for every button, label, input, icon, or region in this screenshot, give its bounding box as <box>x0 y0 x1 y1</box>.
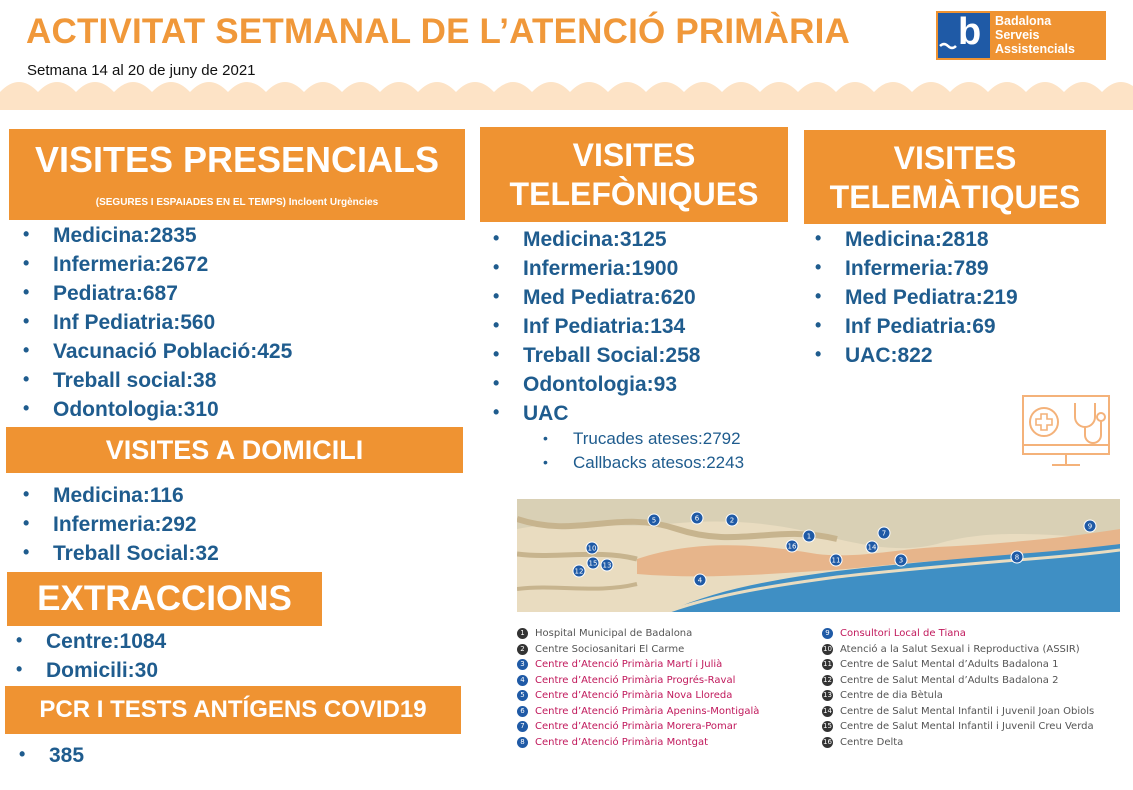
list-item: • Infermeria:1900 <box>493 254 700 283</box>
logo-line-1: Badalona <box>995 14 1052 28</box>
legend-item <box>517 642 759 658</box>
presencials-header <box>9 129 465 220</box>
legend-label: Hospital Municipal de Badalona <box>535 628 693 639</box>
list-item: • Med Pediatra:620 <box>493 283 700 312</box>
list-item: • Infermeria:789 <box>815 254 1018 283</box>
extraccions-list <box>16 627 166 685</box>
legend-number-icon: 16 <box>823 737 832 746</box>
map-marker-label: 6 <box>694 514 700 523</box>
legend-item <box>517 626 759 642</box>
legend-number-icon: 4 <box>517 675 528 686</box>
map-marker-label: 10 <box>587 544 597 553</box>
map-marker-4 <box>694 574 706 586</box>
telematiques-list <box>815 225 1018 370</box>
list-item: • Domicili:30 <box>16 656 166 685</box>
pcr-list <box>19 741 84 770</box>
map-marker-label: 9 <box>1087 522 1093 531</box>
pcr-header <box>5 686 461 734</box>
telematiques-header <box>804 130 1106 224</box>
map-marker-16 <box>786 540 798 552</box>
map-marker-label: 5 <box>651 516 657 525</box>
decorative-wave <box>0 70 1133 110</box>
list-item: • Med Pediatra:219 <box>815 283 1018 312</box>
map-marker-label: 14 <box>867 543 877 552</box>
legend-number-icon: 15 <box>823 722 832 731</box>
map-marker-label: 1 <box>806 532 812 541</box>
legend-label: Centre d’Atenció Primària Martí i Julià <box>535 659 723 670</box>
legend-label: Centre d’Atenció Primària Morera-Pomar <box>535 721 738 732</box>
list-item: • Treball Social:32 <box>23 539 219 568</box>
legend-number-icon: 13 <box>823 691 832 700</box>
list-item: • Medicina:2835 <box>23 221 292 250</box>
page-title: ACTIVITAT SETMANAL DE L’ATENCIÓ PRIMÀRIA <box>26 12 851 51</box>
legend-item <box>517 688 759 704</box>
map-marker-14 <box>866 541 878 553</box>
legend-number-icon: 10 <box>823 644 832 653</box>
logo-letter: b <box>958 11 982 53</box>
legend-label: Centre d’Atenció Primària Montgat <box>535 736 709 748</box>
pcr-title: PCR I TESTS ANTÍGENS COVID19 <box>39 696 427 723</box>
list-item: • Inf Pediatria:69 <box>815 312 1018 341</box>
map-marker-label: 2 <box>729 516 735 525</box>
list-item: • Medicina:2818 <box>815 225 1018 254</box>
legend-item <box>822 673 1094 689</box>
legend-label: Consultori Local de Tiana <box>840 628 966 639</box>
map-marker-9 <box>1084 520 1096 532</box>
domicili-title: VISITES A DOMICILI <box>105 435 364 465</box>
list-item: • Treball Social:258 <box>493 341 700 370</box>
extraccions-header <box>7 572 322 626</box>
map-marker-label: 15 <box>588 559 598 568</box>
legend-item <box>517 735 759 751</box>
legend-item <box>822 735 1094 751</box>
map-marker-12 <box>573 565 585 577</box>
map-marker-6 <box>691 512 703 524</box>
list-item: • Medicina:116 <box>23 481 219 510</box>
legend-number-icon: 12 <box>823 675 832 684</box>
legend-item <box>517 704 759 720</box>
uac-sublist <box>543 427 744 475</box>
map-marker-1 <box>803 530 815 542</box>
list-item: • 385 <box>19 741 84 770</box>
legend-item <box>517 673 759 689</box>
telefoniques-title-line-2: TELEFÒNIQUES <box>509 176 759 212</box>
legend-number-icon: 9 <box>822 628 833 639</box>
list-item: • Treball social:38 <box>23 366 292 395</box>
logo-line-3: Assistencials <box>995 42 1075 56</box>
list-item: • UAC:822 <box>815 341 1018 370</box>
legend-item <box>822 657 1094 673</box>
map-marker-8 <box>1011 551 1023 563</box>
map-marker-5 <box>648 514 660 526</box>
legend-item <box>822 688 1094 704</box>
map-marker-label: 13 <box>602 561 612 570</box>
legend-number-icon: 8 <box>517 737 528 748</box>
badalona-map <box>517 499 1120 612</box>
domicili-header <box>6 427 463 473</box>
list-item: • UAC <box>493 399 700 428</box>
list-item: • Odontologia:93 <box>493 370 700 399</box>
legend-item <box>517 657 759 673</box>
legend-number-icon: 1 <box>517 628 528 639</box>
list-item: • Vacunació Població:425 <box>23 337 292 366</box>
legend-label: Atenció a la Salut Sexual i Reproductiva (ASSIR) <box>840 643 1080 655</box>
map-marker-label: 8 <box>1014 553 1020 562</box>
map-marker-label: 4 <box>697 576 703 585</box>
legend-label: Centre Sociosanitari El Carme <box>535 643 685 655</box>
legend-label: Centre de Salut Mental d’Adults Badalona 2 <box>840 674 1059 686</box>
map-marker-label: 16 <box>787 542 797 551</box>
logo-mark <box>938 13 990 58</box>
map-marker-label: 7 <box>881 529 887 538</box>
legend-label: Centre d’Atenció Primària Nova Lloreda <box>535 690 733 701</box>
legend-number-icon: 3 <box>517 659 528 670</box>
legend-item <box>822 642 1094 658</box>
list-item: • Trucades ateses:2792 <box>543 427 744 451</box>
presencials-list <box>23 221 292 424</box>
map-marker-13 <box>601 559 613 571</box>
legend-number-icon: 5 <box>517 690 528 701</box>
map-marker-3 <box>895 554 907 566</box>
list-item: • Infermeria:292 <box>23 510 219 539</box>
extraccions-title: EXTRACCIONS <box>37 579 292 618</box>
logo-line-2: Serveis <box>995 28 1040 42</box>
legend-number-icon: 11 <box>823 660 832 669</box>
legend-number-icon: 14 <box>823 706 832 715</box>
domicili-list <box>23 481 219 568</box>
legend-label: Centre de Salut Mental d’Adults Badalona 1 <box>840 659 1059 670</box>
list-item: • Centre:1084 <box>16 627 166 656</box>
telefoniques-title-line-1: VISITES <box>572 137 696 173</box>
list-item: • Infermeria:2672 <box>23 250 292 279</box>
map-marker-10 <box>586 542 598 554</box>
telefoniques-header <box>480 127 788 222</box>
list-item: • Pediatra:687 <box>23 279 292 308</box>
map-marker-label: 12 <box>574 567 584 576</box>
legend-label: Centre d’Atenció Primària Apenins-Montigalà <box>535 705 760 717</box>
map-marker-7 <box>878 527 890 539</box>
map-marker-label: 11 <box>831 556 841 565</box>
computer-medical-icon <box>1020 393 1112 471</box>
legend-number-icon: 7 <box>517 721 528 732</box>
map-illustration <box>517 499 1120 612</box>
map-marker-label: 3 <box>898 556 904 565</box>
legend-label: Centre Delta <box>840 736 904 748</box>
legend-item <box>822 626 1094 642</box>
list-item: • Inf Pediatria:560 <box>23 308 292 337</box>
telefoniques-list <box>493 225 700 428</box>
map-marker-11 <box>830 554 842 566</box>
legend-item <box>822 719 1094 735</box>
badalona-serveis-assistencials-logo <box>936 11 1106 60</box>
map-marker-2 <box>726 514 738 526</box>
list-item: • Callbacks atesos:2243 <box>543 451 744 475</box>
telematiques-title-line-1: VISITES <box>893 140 1017 176</box>
legend-label: Centre de Salut Mental Infantil i Juvenil Joan Obiols <box>840 705 1095 717</box>
legend-item <box>517 719 759 735</box>
legend-label: Centre de Salut Mental Infantil i Juvenil Creu Verda <box>840 721 1094 732</box>
list-item: • Medicina:3125 <box>493 225 700 254</box>
presencials-subtitle: (SEGURES I ESPAIADES EN EL TEMPS) Incloent Urgències <box>95 197 379 208</box>
list-item: • Odontologia:310 <box>23 395 292 424</box>
presencials-title: VISITES PRESENCIALS <box>34 139 440 180</box>
map-marker-15 <box>587 557 599 569</box>
week-range: Setmana 14 al 20 de juny de 2021 <box>27 62 256 79</box>
list-item: • Inf Pediatria:134 <box>493 312 700 341</box>
map-legend-left <box>517 626 759 750</box>
legend-item <box>822 704 1094 720</box>
telematiques-title-line-2: TELEMÀTIQUES <box>829 179 1081 215</box>
legend-label: Centre de dia Bètula <box>840 690 943 701</box>
legend-number-icon: 6 <box>517 706 528 717</box>
map-legend-right <box>822 626 1094 750</box>
legend-label: Centre d’Atenció Primària Progrés-Raval <box>535 674 736 686</box>
legend-number-icon: 2 <box>517 644 528 655</box>
